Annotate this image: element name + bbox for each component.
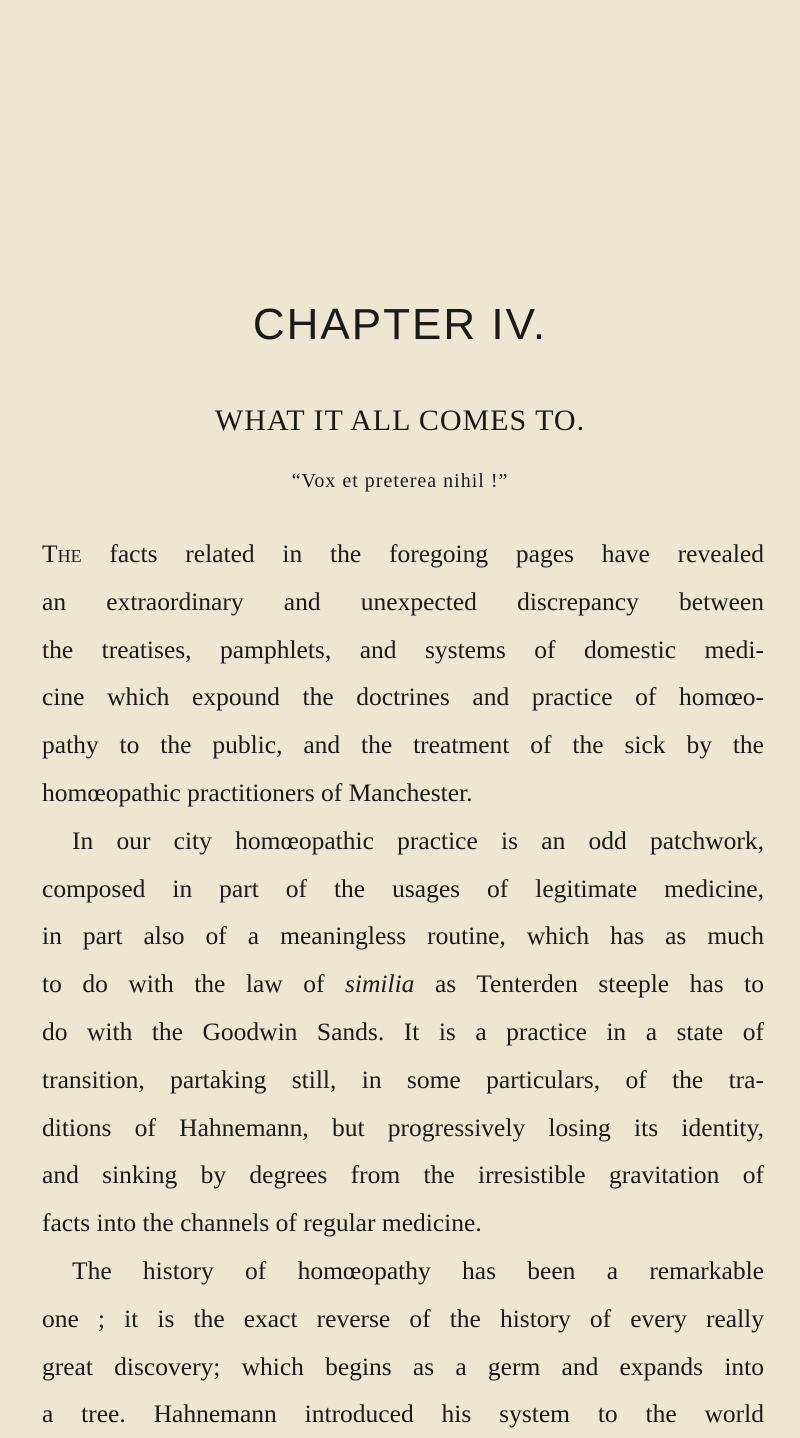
- text-line: pathy to the public, and the treatment of the sick by the: [42, 730, 764, 760]
- body-text: [42, 530, 764, 1438]
- text-line: great discovery; which begins as a germ and expands into: [42, 1351, 764, 1381]
- text-line: ditions of Hahnemann, but progressively losing its identity,: [42, 1112, 764, 1142]
- text-line: in part also of a meaningless routine, which has as much: [42, 921, 764, 951]
- text-line: facts related in the foregoing pages have revealed: [81, 539, 764, 568]
- text-line: a tree. Hahnemann introduced his system to the world: [42, 1399, 764, 1429]
- text-fragment: to do with the law of: [42, 969, 345, 999]
- chapter-title: CHAPTER IV.: [252, 300, 548, 349]
- text-line: In our city homœopathic practice is an odd patchwork,: [72, 825, 764, 855]
- text-line: do with the Goodwin Sands. It is a practice in a state of: [42, 1016, 764, 1046]
- text-line: an extraordinary and unexpected discrepancy between: [42, 586, 764, 616]
- italic-word: similia: [344, 969, 415, 999]
- text-line: homœopathic practitioners of Manchester.: [42, 777, 473, 807]
- text-line: cine which expound the doctrines and practice of homœo-: [42, 682, 764, 712]
- section-title: WHAT IT ALL COMES TO.: [214, 404, 586, 437]
- text-line: one ; it is the exact reverse of the history of every really: [42, 1303, 764, 1333]
- text-line: composed in part of the usages of legitimate medicine,: [42, 873, 764, 903]
- text-line: The history of homœopathy has been a remarkable: [72, 1255, 764, 1285]
- paragraph-2-line-4: [42, 960, 764, 1008]
- text-line: and sinking by degrees from the irresistible gravitation of: [42, 1160, 764, 1190]
- paragraph-1-line-1: [42, 530, 764, 578]
- text-line: the treatises, pamphlets, and systems of domestic medi-: [42, 634, 764, 664]
- paragraph-lead-word: The: [42, 539, 82, 568]
- text-line: transition, partaking still, in some particulars, of the tra-: [42, 1064, 764, 1094]
- text-fragment: as Tenterden steeple has to: [414, 969, 764, 999]
- text-line: facts into the channels of regular medicine.: [42, 1208, 482, 1238]
- epigraph: “Vox et preterea nihil !”: [291, 470, 509, 492]
